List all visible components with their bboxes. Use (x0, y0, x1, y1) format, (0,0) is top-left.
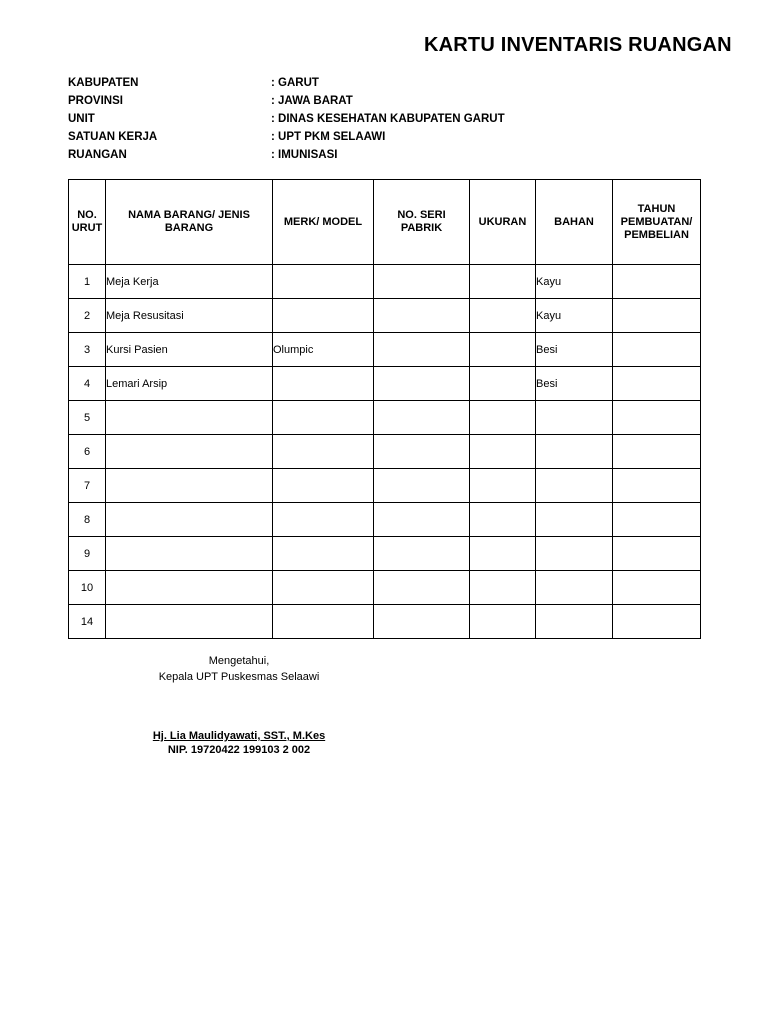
table-header-row (69, 180, 701, 265)
info-value: : JAWA BARAT (271, 95, 353, 107)
info-value: : DINAS KESEHATAN KABUPATEN GARUT (271, 113, 505, 125)
header-text: TAHUN (637, 202, 676, 215)
cell-tahun (613, 469, 701, 503)
footer-position: Kepala UPT Puskesmas Selaawi (158, 671, 320, 683)
header-text: PEMBUATAN/ (620, 215, 693, 228)
signatory-name: Hj. Lia Maulidyawati, SST., M.Kes (152, 730, 326, 742)
info-block (68, 74, 588, 164)
header-no-urut (69, 180, 106, 265)
table-row (69, 265, 701, 299)
cell-tahun (613, 367, 701, 401)
cell-no-seri (374, 367, 470, 401)
header-text: PABRIK (400, 222, 443, 234)
cell-ukuran (470, 605, 536, 639)
cell-bahan (536, 469, 613, 503)
info-row-satuan-kerja (68, 128, 588, 146)
table-body (69, 265, 701, 639)
cell-merk (273, 469, 374, 503)
header-text: NO. (77, 209, 97, 221)
cell-tahun (613, 503, 701, 537)
header-text: UKURAN (478, 215, 527, 228)
cell-no: 7 (69, 469, 106, 503)
info-value: : GARUT (271, 77, 319, 89)
header-text: URUT (71, 222, 103, 234)
cell-tahun (613, 333, 701, 367)
cell-no-seri (374, 605, 470, 639)
cell-nama-barang (106, 571, 273, 605)
cell-nama-barang: Meja Resusitasi (106, 299, 273, 333)
cell-merk (273, 503, 374, 537)
cell-merk (273, 265, 374, 299)
cell-ukuran (470, 333, 536, 367)
cell-merk: Olumpic (273, 333, 374, 367)
cell-ukuran (470, 537, 536, 571)
cell-no-seri (374, 333, 470, 367)
cell-ukuran (470, 265, 536, 299)
info-value: : UPT PKM SELAAWI (271, 131, 386, 143)
table-row (69, 605, 701, 639)
cell-bahan: Besi (536, 367, 613, 401)
table-row (69, 537, 701, 571)
cell-nama-barang: Kursi Pasien (106, 333, 273, 367)
table-row (69, 571, 701, 605)
cell-ukuran (470, 469, 536, 503)
cell-no: 4 (69, 367, 106, 401)
cell-nama-barang (106, 605, 273, 639)
cell-nama-barang (106, 435, 273, 469)
header-ukuran (470, 180, 536, 265)
cell-no: 14 (69, 605, 106, 639)
table-row (69, 367, 701, 401)
cell-merk (273, 401, 374, 435)
header-bahan (536, 180, 613, 265)
header-text: NAMA BARANG/ JENIS (128, 209, 250, 221)
cell-no-seri (374, 469, 470, 503)
info-label: PROVINSI (68, 95, 123, 107)
table-row (69, 435, 701, 469)
table-row (69, 401, 701, 435)
cell-tahun (613, 537, 701, 571)
header-text: NO. SERI (397, 209, 446, 221)
info-row-unit (68, 110, 588, 128)
cell-no: 1 (69, 265, 106, 299)
cell-no: 10 (69, 571, 106, 605)
info-label: UNIT (68, 113, 95, 125)
cell-bahan: Kayu (536, 265, 613, 299)
cell-no-seri (374, 265, 470, 299)
table-row (69, 503, 701, 537)
cell-bahan (536, 605, 613, 639)
cell-bahan (536, 435, 613, 469)
cell-no: 6 (69, 435, 106, 469)
cell-no: 9 (69, 537, 106, 571)
table-row (69, 333, 701, 367)
cell-tahun (613, 299, 701, 333)
cell-no: 8 (69, 503, 106, 537)
header-nama-barang (106, 180, 273, 265)
header-text: MERK/ MODEL (283, 215, 363, 228)
cell-ukuran (470, 401, 536, 435)
info-label: KABUPATEN (68, 77, 139, 89)
info-row-kabupaten (68, 74, 588, 92)
cell-no: 5 (69, 401, 106, 435)
title-container (400, 34, 732, 62)
header-no-seri (374, 180, 470, 265)
cell-ukuran (470, 435, 536, 469)
info-label: SATUAN KERJA (68, 131, 158, 143)
cell-bahan (536, 571, 613, 605)
cell-bahan (536, 503, 613, 537)
cell-no: 2 (69, 299, 106, 333)
cell-no-seri (374, 435, 470, 469)
cell-ukuran (470, 299, 536, 333)
cell-no-seri (374, 299, 470, 333)
cell-tahun (613, 265, 701, 299)
cell-tahun (613, 605, 701, 639)
info-label: RUANGAN (68, 149, 127, 161)
info-row-ruangan (68, 146, 588, 164)
cell-merk (273, 299, 374, 333)
cell-nama-barang: Lemari Arsip (106, 367, 273, 401)
header-text: BAHAN (554, 215, 594, 228)
cell-tahun (613, 401, 701, 435)
cell-tahun (613, 435, 701, 469)
cell-no-seri (374, 503, 470, 537)
cell-bahan (536, 537, 613, 571)
header-text: BARANG (164, 222, 214, 234)
info-row-provinsi (68, 92, 588, 110)
cell-nama-barang (106, 537, 273, 571)
header-text: PEMBELIAN (624, 228, 689, 241)
cell-ukuran (470, 367, 536, 401)
cell-no-seri (374, 537, 470, 571)
cell-nama-barang: Meja Kerja (106, 265, 273, 299)
cell-no-seri (374, 401, 470, 435)
cell-merk (273, 367, 374, 401)
table-row (69, 469, 701, 503)
info-value: : IMUNISASI (271, 149, 338, 161)
table-row (69, 299, 701, 333)
footer-mengetahui: Mengetahui, (208, 655, 270, 667)
page-title: KARTU INVENTARIS RUANGAN (424, 34, 732, 56)
cell-nama-barang (106, 469, 273, 503)
cell-nama-barang (106, 503, 273, 537)
cell-bahan: Besi (536, 333, 613, 367)
header-tahun (613, 180, 701, 265)
cell-merk (273, 605, 374, 639)
cell-tahun (613, 571, 701, 605)
cell-no: 3 (69, 333, 106, 367)
inventory-table (68, 179, 701, 639)
cell-nama-barang (106, 401, 273, 435)
cell-no-seri (374, 571, 470, 605)
cell-ukuran (470, 571, 536, 605)
header-merk-model (273, 180, 374, 265)
signatory-nip: NIP. 19720422 199103 2 002 (167, 744, 311, 756)
cell-merk (273, 537, 374, 571)
cell-bahan: Kayu (536, 299, 613, 333)
cell-bahan (536, 401, 613, 435)
cell-merk (273, 571, 374, 605)
cell-merk (273, 435, 374, 469)
cell-ukuran (470, 503, 536, 537)
